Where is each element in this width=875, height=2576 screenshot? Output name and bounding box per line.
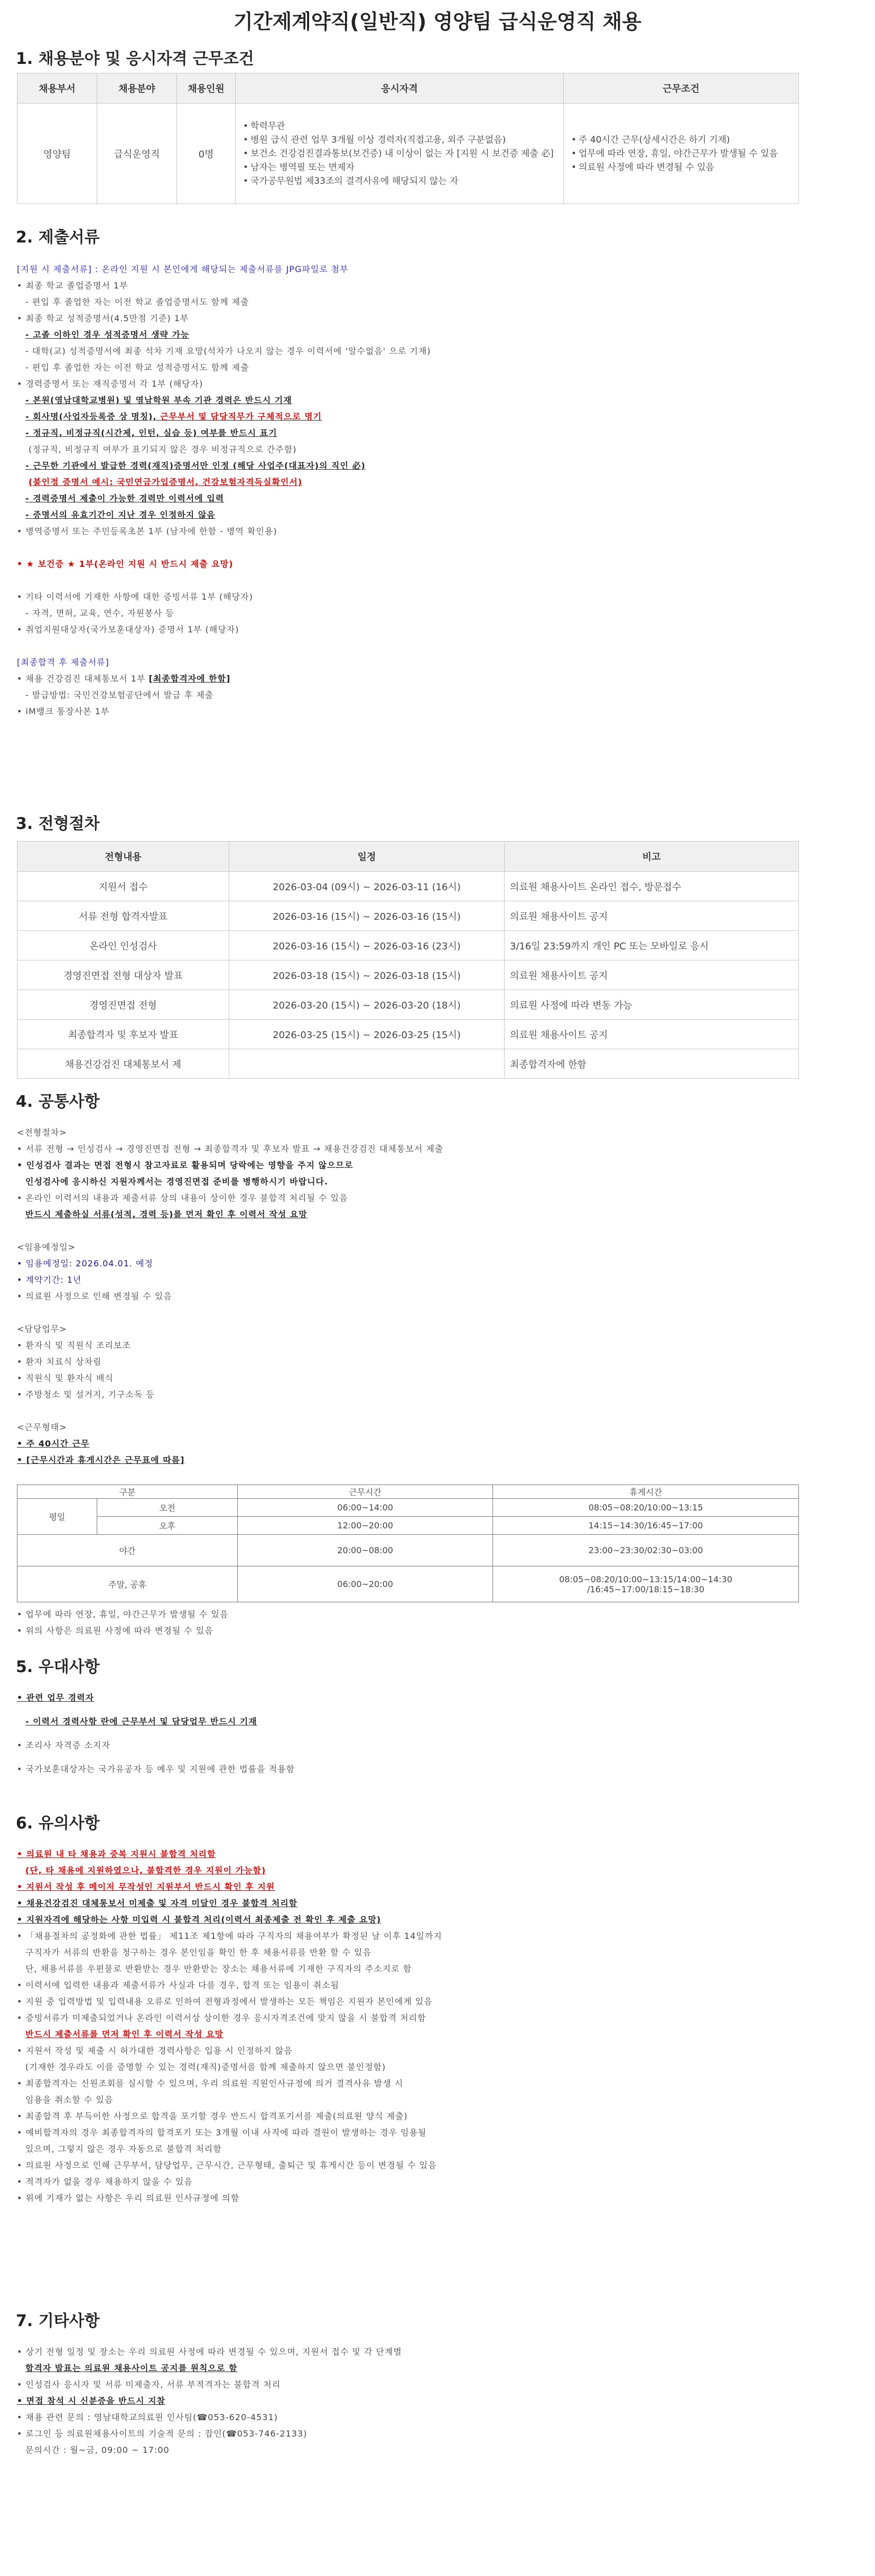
doc-line: • ★ 보건증 ★ 1부(온라인 지원 시 반드시 제출 요망) xyxy=(17,559,234,569)
common-line: • 주 40시간 근무 xyxy=(17,1439,90,1449)
doc-line: [최종합격 후 제출서류] xyxy=(17,657,109,667)
common-after-block xyxy=(17,1606,841,1639)
etc-line: • 로그인 등 의료원채용사이트의 기술적 문의 : 잡인(☎053-746-2133) xyxy=(17,2429,308,2439)
recruit-table xyxy=(17,73,799,204)
common-line: • 위의 사항은 의료원 사정에 따라 변경될 수 있음 xyxy=(17,1626,213,1636)
doc-line: • 취업지원대상자(국가보훈대상자) 증명서 1부 (해당자) xyxy=(17,624,239,634)
caution-line: • 지원서 작성 및 제출 시 허가대한 경력사항은 입용 시 인정하지 않음 xyxy=(17,2046,293,2056)
caution-line: 반드시 제출서류를 먼저 확인 후 이력서 작성 요망 xyxy=(25,2029,224,2039)
common-line: • 서류 전형 → 인성검사 → 경영진면접 전형 → 최종합격자 및 후보자 발표 → 채용건강검진 대체통보서 제출 xyxy=(17,1144,444,1154)
table-row: 서류 전형 합격자발표 2026-03-16 (15시) ~ 2026-03-16 (15시) 의료원 채용사이트 공지 xyxy=(17,901,799,931)
table-header-row xyxy=(17,842,799,872)
doc-line: - 발급방법: 국민건강보험공단에서 발급 후 제출 xyxy=(25,690,214,700)
common-line: <임용예정일> xyxy=(17,1242,76,1252)
count-cell: 0명 xyxy=(177,104,236,204)
table-row: 경영진면접 전형 2026-03-20 (15시) ~ 2026-03-20 (18시) 의료원 사정에 따라 변동 가능 xyxy=(17,990,799,1020)
pref-line: • 조리사 자격증 소지자 xyxy=(17,1740,110,1750)
common-line: 반드시 제출하실 서류(성적, 경력 등)를 먼저 확인 후 이력서 작성 요망 xyxy=(25,1209,308,1219)
caution-line: • 채용건강검진 대체통보서 미제출 및 자격 미달인 경우 불합격 처리함 xyxy=(17,1898,298,1908)
table-header: 일정 xyxy=(229,842,505,872)
table-row: 야간 20:00~08:00 23:00~23:30/02:30~03:00 xyxy=(17,1535,799,1566)
dept-cell: 영양팀 xyxy=(17,104,97,204)
qualification-cell xyxy=(236,104,564,204)
doc-line: - 근무한 기관에서 발급한 경력(재직)증명서만 인정 (해당 사업주(대표자)의 직인 必) xyxy=(25,461,366,471)
pref-line: - 이력서 경력사항 란에 근무부서 및 담당업무 반드시 기재 xyxy=(25,1716,257,1726)
list-item: • 의료원 사정에 따라 변경될 수 있음 xyxy=(579,161,793,174)
etc-line: • 채용 관련 문의 : 영남대학교의료원 인사팀(☎053-620-4531) xyxy=(17,2412,278,2422)
preference-block xyxy=(17,1690,841,1777)
doc-line: • 기타 이력서에 기재한 사항에 대한 증빙서류 1부 (해당자) xyxy=(17,592,253,602)
caution-line: • 최종합격 후 부득이한 사정으로 합격을 포기할 경우 반드시 합격포기서를 제출(의료원 양식 제출) xyxy=(17,2111,408,2121)
process-table xyxy=(17,841,799,1079)
caution-line: • 지원자격에 해당하는 사항 미입력 시 불합격 처리(이력서 최종제출 전 확인 후 제출 요망) xyxy=(17,1915,381,1925)
common-line: <근무형태> xyxy=(17,1422,67,1432)
table-row: 온라인 인성검사 2026-03-16 (15시) ~ 2026-03-16 (23시) 3/16일 23:59까지 개인 PC 또는 모바일로 응시 xyxy=(17,931,799,960)
table-row: 주말, 공휴 06:00~20:00 08:05~08:20/10:00~13:15/14:00~14:30 /16:45~17:00/18:15~18:30 xyxy=(17,1566,799,1602)
common-line: • 업무에 따라 연장, 휴일, 야간근무가 발생될 수 있음 xyxy=(17,1609,229,1619)
doc-line: • 채용 건강검진 대체통보서 1부 [최종합격자에 한함] xyxy=(17,674,231,684)
common-line: • 환자식 및 직원식 조리보조 xyxy=(17,1340,131,1350)
table-row: 경영진면접 전형 대상자 발표 2026-03-18 (15시) ~ 2026-03-18 (15시) 의료원 채용사이트 공지 xyxy=(17,960,799,990)
table-row: 지원서 접수 2026-03-04 (09시) ~ 2026-03-11 (16시) 의료원 채용사이트 온라인 접수, 방문접수 xyxy=(17,872,799,901)
doc-line: - 대학(교) 성적증명서에 최종 석차 기재 요망(석차가 나오지 않는 경우 이력서에 '알수없음' 으로 기재) xyxy=(25,346,431,356)
caution-line: • 예비합격자의 경우 최종합격자의 합격포기 또는 3개월 이내 사직에 따라 결원이 발생하는 경우 임용될 xyxy=(17,2127,427,2138)
doc-line: - 본원(영남대학교병원) 및 영남학원 부속 기관 경력은 반드시 기재 xyxy=(25,395,292,405)
table-header: 채용분야 xyxy=(97,73,177,104)
common-line: • 주방청소 및 설거지, 기구소독 등 xyxy=(17,1389,155,1399)
common-line: • 온라인 이력서의 내용과 제출서류 상의 내용이 상이한 경우 불합격 처리될 수 있음 xyxy=(17,1193,348,1203)
common-line: • 임용예정일: 2026.04.01. 예정 xyxy=(17,1258,153,1268)
caution-line: • 지원 중 입력방법 및 입력내용 오류로 인하여 전형과정에서 발생하는 모든 책임은 지원자 본인에게 있음 xyxy=(17,1996,433,2006)
table-row: 최종합격자 및 후보자 발표 2026-03-25 (15시) ~ 2026-03-25 (15시) 의료원 채용사이트 공지 xyxy=(17,1020,799,1049)
doc-line: • iM뱅크 통장사본 1부 xyxy=(17,706,110,716)
caution-line: • 지원서 작성 후 메이저 무작성인 지원부서 반드시 확인 후 지원 xyxy=(17,1882,275,1892)
section-6-title: 6. 유의사항 xyxy=(16,1814,100,1833)
page-title: 기간제계약직(일반직) 영양팀 급식운영직 채용 xyxy=(234,10,641,33)
list-item: • 국가공무원법 제33조의 결격사유에 해당되지 않는 자 xyxy=(250,174,558,188)
caution-line: • 적격자가 없을 경우 채용하지 않을 수 있음 xyxy=(17,2177,193,2187)
doc-line: • 병역증명서 또는 주민등록초본 1부 (남자에 한함 - 병역 확인용) xyxy=(17,526,277,536)
caution-line: 임용을 취소할 수 있음 xyxy=(25,2095,114,2105)
common-line: <담당업무> xyxy=(17,1324,67,1334)
table-header: 비고 xyxy=(505,842,799,872)
caution-line: • 증빙서류가 미제출되었거나 온라인 이력서상 상이한 경우 응시자격조건에 맞지 않을 시 불합격 처리함 xyxy=(17,2013,426,2023)
section-7-title: 7. 기타사항 xyxy=(16,2312,100,2330)
doc-line: - 정규직, 비정규직(시간제, 인턴, 실습 등) 여부를 반드시 표기 xyxy=(25,428,277,438)
doc-line: (정규직, 비정규직 여부가 표기되지 않은 경우 비정규직으로 간주함) xyxy=(29,444,297,454)
caution-line: 단, 채용서류를 우편물로 반환받는 경우 반환받는 장소는 채용서류에 기재한 구직자의 주소지로 함 xyxy=(25,1964,412,1974)
doc-line: [지원 시 제출서류] : 온라인 지원 시 본인에게 해당되는 제출서류를 JPG파일로 첨부 xyxy=(17,264,349,274)
doc-line: • 최종 학교 성적증명서(4.5만점 기준) 1부 xyxy=(17,313,189,323)
common-line: 인성검사에 응시하신 지원자께서는 경영진면접 준비를 병행하시기 바랍니다. xyxy=(25,1177,329,1187)
doc-line: - 편입 후 졸업한 자는 이전 학교 성적증명서도 함께 제출 xyxy=(25,362,249,372)
etc-line: 합격자 발표는 의료원 채용사이트 공지를 원칙으로 함 xyxy=(25,2363,238,2373)
table-header: 채용부서 xyxy=(17,73,97,104)
table-header-row xyxy=(17,73,799,104)
work-hours-table xyxy=(17,1485,799,1602)
common-line: • 계약기간: 1년 xyxy=(17,1275,82,1285)
etc-line: 문의시간 : 월~금, 09:00 ~ 17:00 xyxy=(25,2445,170,2455)
table-header: 근무조건 xyxy=(564,73,799,104)
doc-line: (불인정 증명서 예시: 국민연금가입증명서, 건강보험자격득실확인서) xyxy=(29,477,303,487)
etc-line: • 인성검사 응시자 및 서류 미제출자, 서류 부적격자는 불합격 처리 xyxy=(17,2379,281,2390)
common-line: • [근무시간과 휴게시간은 근무표에 따름] xyxy=(17,1455,185,1465)
pref-line: • 관련 업무 경력자 xyxy=(17,1693,95,1703)
section-3-title: 3. 전형절차 xyxy=(16,815,100,833)
phone-icon: ☎ xyxy=(226,2429,237,2439)
caution-line: • 이력서에 입력한 내용과 제출서류가 사실과 다를 경우, 합격 또는 임용이 취소됨 xyxy=(17,1980,340,1990)
caution-line: (기재한 경우라도 이를 증명할 수 있는 경력(재직)증명서를 함께 제출하지 않으면 불인정함) xyxy=(25,2062,386,2072)
list-item: • 학력무관 xyxy=(250,119,558,133)
doc-line: • 경력증명서 또는 재직증명서 각 1부 (해당자) xyxy=(17,379,203,389)
caution-line: • 위에 기재가 없는 사항은 우리 의료원 인사규정에 의함 xyxy=(17,2193,240,2203)
weekend-rest-cell: 08:05~08:20/10:00~13:15/14:00~14:30 /16:45~17:00/18:15~18:30 xyxy=(493,1566,799,1602)
caution-line: • 「채용절차의 공정화에 관한 법률」 제11조 제1항에 따라 구직자의 채용여부가 확정된 날 이후 14일까지 xyxy=(17,1931,442,1941)
phone-icon: ☎ xyxy=(197,2412,208,2422)
list-item: • 보건소 건강검진결과통보(보건증) 내 이상이 없는 자 [지원 시 보건증 제출 必] xyxy=(250,147,558,161)
etc-line: • 면접 참석 시 신분증을 반드시 지참 xyxy=(17,2396,166,2406)
list-item: • 업무에 따라 연장, 휴일, 야간근무가 발생될 수 있음 xyxy=(579,147,793,161)
table-header: 전형내용 xyxy=(17,842,229,872)
doc-line: - 회사명(사업자등록증 상 명칭), 근무부서 및 담당직무가 구체적으로 명기 xyxy=(25,412,322,422)
table-header: 채용인원 xyxy=(177,73,236,104)
caution-block xyxy=(17,1846,841,2206)
doc-line: - 고졸 이하인 경우 성적증명서 생략 가능 xyxy=(25,330,190,340)
section-2-title: 2. 제출서류 xyxy=(16,228,100,247)
doc-line: - 증명서의 유효기간이 지난 경우 인정하지 않음 xyxy=(25,510,216,520)
table-row xyxy=(17,104,799,204)
table-header-row: 구분 근무시간 휴게시간 xyxy=(17,1485,799,1499)
doc-line: - 편입 후 졸업한 자는 이전 학교 졸업증명서도 함께 제출 xyxy=(25,297,249,307)
condition-cell xyxy=(564,104,799,204)
common-line: • 환자 치료식 상차림 xyxy=(17,1357,102,1367)
caution-line: 구직자가 서류의 반환을 청구하는 경우 본인임을 확인 한 후 채용서류를 반환 할 수 있음 xyxy=(25,1947,372,1957)
list-item: • 남자는 병역필 또는 면제자 xyxy=(250,161,558,174)
caution-line: • 의료원 사정으로 인해 근무부서, 담당업무, 근무시간, 근무형태, 출퇴근 및 휴게시간 등이 변경될 수 있음 xyxy=(17,2160,437,2170)
caution-line: 있으며, 그렇지 않은 경우 자동으로 불합격 처리함 xyxy=(25,2144,222,2154)
pref-line: • 국가보훈대상자는 국가유공자 등 예우 및 지원에 관한 법률을 적용함 xyxy=(17,1764,295,1774)
section-5-title: 5. 우대사항 xyxy=(16,1658,100,1676)
common-line: • 의료원 사정으로 인해 변경될 수 있음 xyxy=(17,1291,172,1301)
documents-block xyxy=(17,261,841,720)
doc-line: - 자격, 면허, 교육, 연수, 자원봉사 등 xyxy=(25,608,174,618)
doc-line: - 경력증명서 제출이 가능한 경력만 이력서에 입력 xyxy=(25,493,225,503)
common-block xyxy=(17,1124,841,1468)
section-1-title: 1. 채용분야 및 응시자격 근무조건 xyxy=(16,50,254,68)
table-header: 응시자격 xyxy=(236,73,564,104)
common-line: • 직원식 및 환자식 배식 xyxy=(17,1373,114,1383)
caution-line: • 의료원 내 타 채용과 중복 지원시 불합격 처리함 xyxy=(17,1849,216,1859)
etc-block xyxy=(17,2344,841,2458)
caution-line: • 최종합격자는 신원조회를 실시할 수 있으며, 우리 의료원 직원인사규정에 의거 결격사유 발생 시 xyxy=(17,2078,404,2088)
doc-line: • 최종 학교 졸업증명서 1부 xyxy=(17,281,128,291)
field-cell: 급식운영직 xyxy=(97,104,177,204)
list-item: • 주 40시간 근무(상세시간은 하기 기재) xyxy=(579,133,793,147)
list-item: • 병원 급식 관련 업무 3개월 이상 경력자(직접고용, 외주 구분없음) xyxy=(250,133,558,147)
etc-line: • 상기 전형 일정 및 장소는 우리 의료원 사정에 따라 변경될 수 있으며, 지원서 접수 및 각 단계별 xyxy=(17,2347,402,2357)
table-row: 오후 12:00~20:00 14:15~14:30/16:45~17:00 xyxy=(17,1517,799,1535)
common-line: • 인성검사 결과는 면접 전형시 참고자료로 활용되며 당락에는 영향을 주지 않으므로 xyxy=(17,1160,353,1170)
caution-line: (단, 타 채용에 지원하였으나, 불합격한 경우 지원이 가능함) xyxy=(25,1865,266,1875)
common-line: <전형절차> xyxy=(17,1127,67,1137)
section-4-title: 4. 공통사항 xyxy=(16,1093,100,1111)
table-row: 평일 오전 06:00~14:00 08:05~08:20/10:00~13:15 xyxy=(17,1499,799,1517)
table-row: 채용건강검진 대체통보서 제 최종합격자에 한함 xyxy=(17,1049,799,1079)
